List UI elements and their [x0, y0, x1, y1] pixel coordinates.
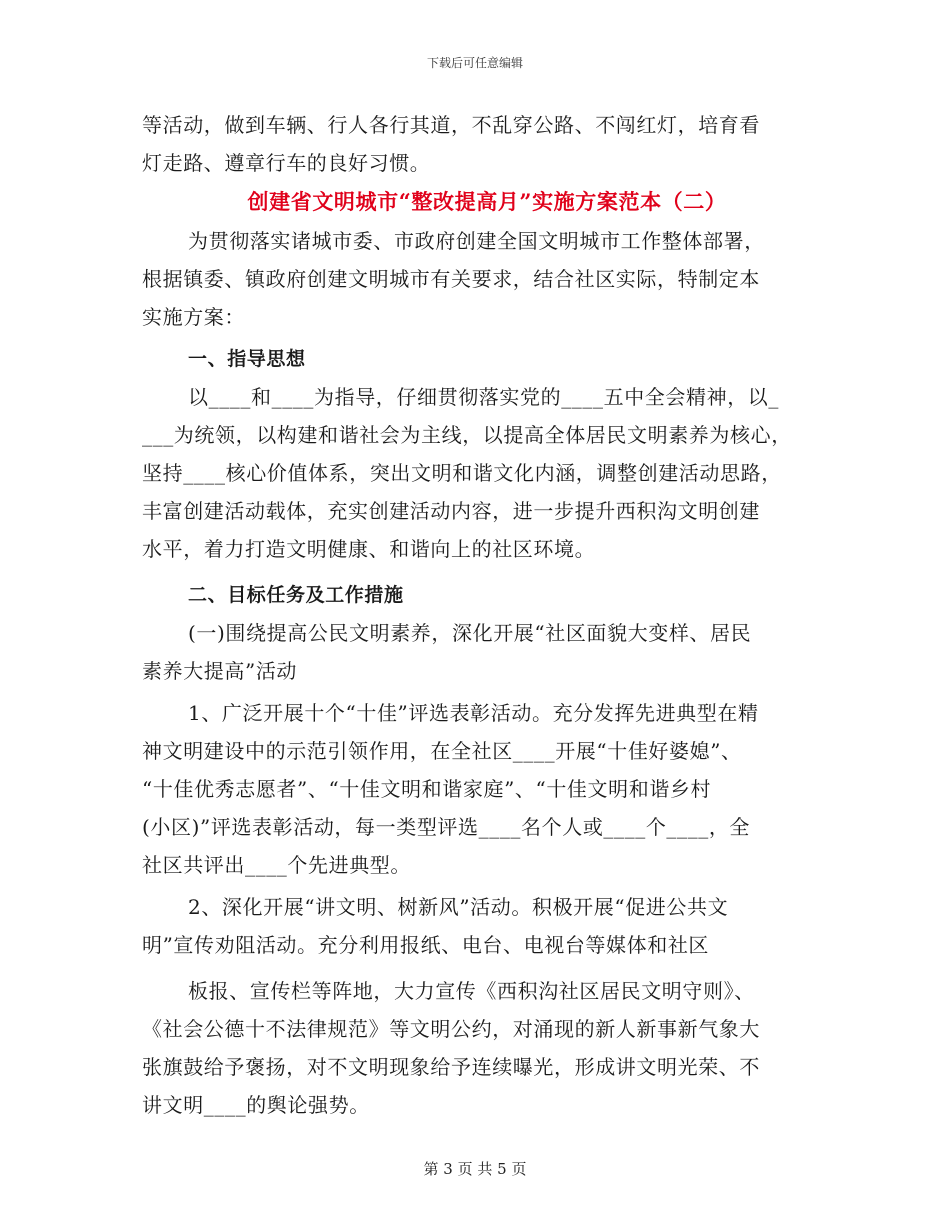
paragraph-line: 灯走路、遵章行车的良好习惯。: [142, 151, 431, 175]
paragraph-line: 等活动，做到车辆、行人各行其道，不乱穿公路、不闯红灯，培育看: [142, 113, 760, 137]
section-heading: 一、指导思想: [188, 348, 306, 370]
paragraph-line: 坚持____核心价值体系，突出文明和谐文化内涵，调整创建活动思路，: [142, 461, 782, 485]
paragraph-line: 神文明建设中的示范引领作用，在全社区____开展“十佳好婆媳”、: [142, 739, 742, 763]
paragraph-line: “十佳优秀志愿者”、“十佳文明和谐家庭”、“十佳文明和谐乡村: [142, 777, 712, 801]
paragraph-line: 社区共评出____个先进典型。: [142, 853, 411, 877]
page-header-note: 下载后可任意编辑: [426, 56, 523, 70]
paragraph-line: 实施方案：: [142, 305, 245, 329]
paragraph-line: 2、深化开展“讲文明、树新风”活动。积极开展“促进公共文: [188, 895, 729, 919]
paragraph-line: 水平，着力打造文明健康、和谐向上的社区环境。: [142, 537, 596, 561]
paragraph-line: 根据镇委、镇政府创建文明城市有关要求，结合社区实际，特制定本: [142, 267, 760, 291]
paragraph-line: 以____和____为指导，仔细贯彻落实党的____五中全会精神，以_: [188, 385, 779, 409]
paragraph-line: 素养大提高”活动: [142, 659, 298, 683]
paragraph-line: 《社会公德十不法律规范》等文明公约，对涌现的新人新事新气象大: [142, 1017, 760, 1041]
page-number: 第 3 页 共 5 页: [423, 1160, 527, 1178]
document-title: 创建省文明城市“整改提高月”实施方案范本（二）: [247, 189, 727, 214]
paragraph-line: 板报、宣传栏等阵地，大力宣传《西积沟社区居民文明守则》、: [188, 979, 755, 1003]
paragraph-line: 明”宣传劝阻活动。充分利用报纸、电台、电视台等媒体和社区: [142, 933, 710, 957]
paragraph-line: (小区)”评选表彰活动，每一类型评选____名个人或____个____，全: [142, 815, 751, 839]
document-body: [142, 106, 812, 1124]
paragraph-line: 1、广泛开展十个“十佳”评选表彰活动。充分发挥先进典型在精: [188, 701, 759, 725]
paragraph-line: (一)围绕提高公民文明素养，深化开展“社区面貌大变样、居民: [188, 621, 752, 645]
paragraph-line: ___为统领，以构建和谐社会为主线，以提高全体居民文明素养为核心，: [142, 423, 792, 447]
paragraph-line: 为贯彻落实诸城市委、市政府创建全国文明城市工作整体部署，: [188, 229, 765, 253]
section-heading: 二、目标任务及工作措施: [188, 584, 404, 606]
paragraph-line: 讲文明____的舆论强势。: [142, 1093, 370, 1117]
paragraph-line: 张旗鼓给予褒扬，对不文明现象给予连续曝光，形成讲文明光荣、不: [142, 1055, 760, 1079]
paragraph-line: 丰富创建活动载体，充实创建活动内容，进一步提升西积沟文明创建: [142, 499, 760, 523]
